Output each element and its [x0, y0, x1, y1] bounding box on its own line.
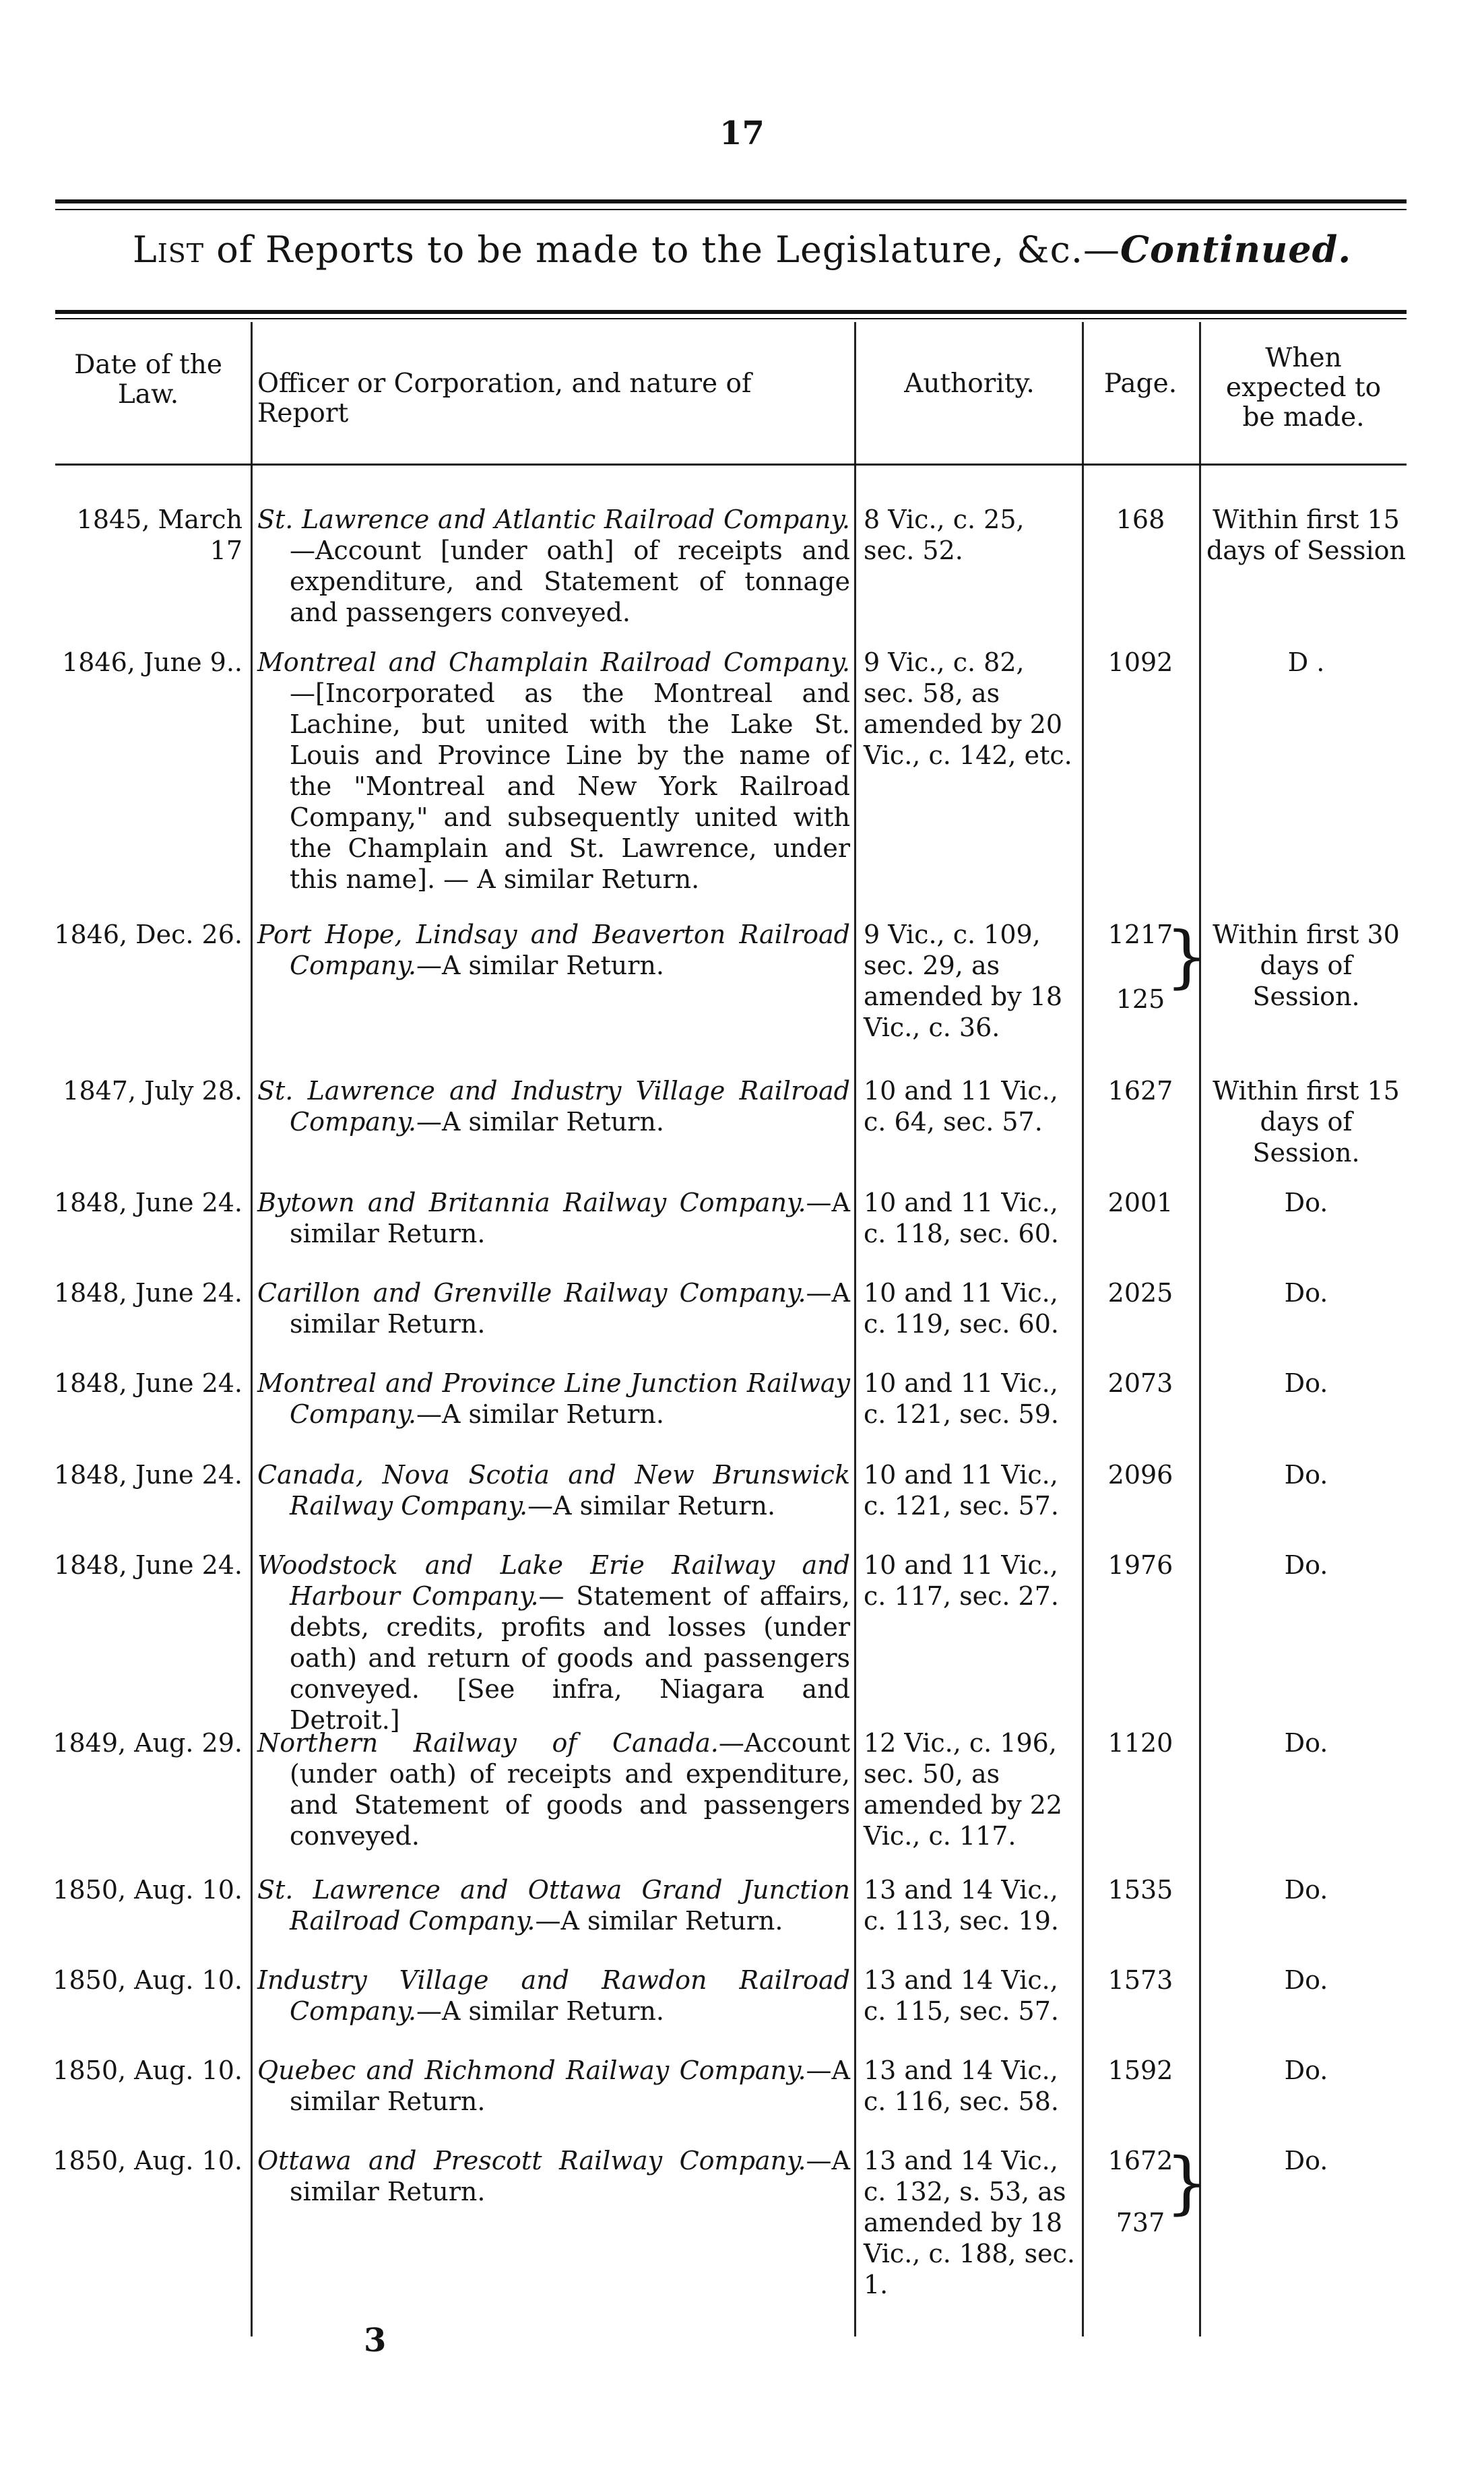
row-date: 1850, Aug. 10. — [53, 2056, 243, 2085]
row-report: —Account [under oath] of receipts and expenditure, and Statement of tonnage and passengers conveyed. — [290, 536, 850, 627]
row-report: —Account (under oath) of receipts and expenditure, and Statement of goods and passengers conveyed. — [290, 1728, 850, 1851]
row-date: 1848, June 24. — [53, 1188, 243, 1217]
row-report: —A similar Return. — [416, 1996, 664, 2026]
row-authority: 9 Vic., c. 109, sec. 29, as amended by 18 Vic., c. 36. — [864, 920, 1063, 1042]
header-when: When expected to be made. — [1225, 343, 1382, 433]
row-officer — [257, 919, 850, 981]
row-company: Montreal and Province Line Junction Railway Company. — [257, 1368, 850, 1429]
row-authority: 13 and 14 Vic., c. 113, sec. 19. — [864, 1875, 1059, 1936]
column-divider-1 — [251, 322, 253, 2336]
row-date: 1848, June 24. — [53, 1278, 243, 1308]
row-when: Do. — [1284, 1875, 1328, 1905]
row-page-second: 125 — [1116, 984, 1165, 1014]
header-officer: Officer or Corporation, and nature of Report — [257, 369, 752, 428]
row-date: 1850, Aug. 10. — [53, 1875, 243, 1905]
row-officer — [257, 647, 850, 895]
row-date: 1848, June 24. — [53, 1460, 243, 1490]
row-authority: 10 and 11 Vic., c. 119, sec. 60. — [864, 1278, 1059, 1339]
row-authority: 13 and 14 Vic., c. 132, s. 53, as amended by 18 Vic., c. 188, sec. 1. — [864, 2146, 1075, 2299]
row-report: — Statement of affairs, debts, credits, profits and losses (under oath) and return of goods and passengers conveyed. [See infra, Niagara and Detroit.] — [290, 1581, 850, 1735]
row-when: Do. — [1284, 1965, 1328, 1995]
row-page: 1627 — [1107, 1076, 1173, 1106]
row-date: 1848, June 24. — [53, 1368, 243, 1398]
row-date: 1848, June 24. — [53, 1550, 243, 1580]
row-officer — [257, 1459, 850, 1521]
row-report: —A similar Return. — [290, 2146, 850, 2206]
row-date: 1849, Aug. 29. — [53, 1728, 243, 1758]
row-officer — [257, 1874, 850, 1936]
top-rule-thin — [55, 209, 1407, 210]
row-report: —A similar Return. — [416, 951, 664, 980]
row-page: 2001 — [1107, 1188, 1173, 1217]
row-officer — [257, 1965, 850, 2027]
row-authority: 8 Vic., c. 25, sec. 52. — [864, 505, 1025, 565]
row-authority: 10 and 11 Vic., c. 64, sec. 57. — [864, 1076, 1058, 1137]
row-company: Quebec and Richmond Railway Company. — [257, 2056, 806, 2085]
page-number: 17 — [719, 115, 765, 152]
row-date: 1850, Aug. 10. — [53, 1965, 243, 1995]
row-officer — [257, 2145, 850, 2207]
row-authority: 13 and 14 Vic., c. 116, sec. 58. — [864, 2056, 1059, 2116]
row-report: —A similar Return. — [290, 2056, 850, 2116]
row-company: Industry Village and Rawdon Railroad Company. — [257, 1965, 850, 2026]
header-rule — [55, 464, 1407, 466]
row-when: Within first 15 days of Session. — [1213, 1076, 1400, 1168]
row-when: D . — [1287, 647, 1325, 677]
row-page: 168 — [1116, 505, 1165, 534]
row-authority: 10 and 11 Vic., c. 121, sec. 59. — [864, 1368, 1059, 1429]
row-report: —A similar Return. — [416, 1107, 664, 1137]
row-company: Canada, Nova Scotia and New Brunswick Railway Company. — [257, 1460, 850, 1521]
row-officer — [257, 1368, 850, 1430]
row-page: 1592 — [1107, 2056, 1173, 2085]
row-authority: 10 and 11 Vic., c. 118, sec. 60. — [864, 1188, 1059, 1248]
row-when: Do. — [1284, 1460, 1328, 1490]
row-officer — [257, 2055, 850, 2117]
row-page: 1120 — [1107, 1728, 1173, 1758]
row-when: Do. — [1284, 2146, 1328, 2175]
row-authority: 13 and 14 Vic., c. 115, sec. 57. — [864, 1965, 1059, 2026]
top-rule-thick — [55, 199, 1407, 203]
row-authority: 10 and 11 Vic., c. 117, sec. 27. — [864, 1550, 1059, 1611]
page-title — [0, 228, 1484, 271]
row-page-second: 737 — [1116, 2208, 1165, 2237]
row-page: 1672 — [1107, 2146, 1173, 2175]
row-report: —A similar Return. — [535, 1906, 783, 1936]
row-page: 1217 — [1107, 920, 1173, 949]
row-company: St. Lawrence and Ottawa Grand Junction Railroad Company. — [257, 1875, 850, 1936]
row-officer — [257, 1277, 850, 1339]
row-when: Do. — [1284, 1278, 1328, 1308]
row-date: 1846, June 9.. — [62, 647, 243, 677]
row-company: Carillon and Grenville Railway Company. — [257, 1278, 806, 1308]
row-page: 2096 — [1107, 1460, 1173, 1490]
row-date: 1845, March 17 — [76, 505, 243, 565]
header-authority: Authority. — [904, 369, 1035, 399]
column-divider-4 — [1199, 322, 1201, 2336]
row-when: Do. — [1284, 2056, 1328, 2085]
row-authority: 9 Vic., c. 82, sec. 58, as amended by 20 Vic., c. 142, etc. — [864, 647, 1072, 770]
row-date: 1847, July 28. — [63, 1076, 243, 1106]
row-officer — [257, 1187, 850, 1249]
row-company: Northern Railway of Canada. — [257, 1728, 719, 1758]
row-authority: 12 Vic., c. 196, sec. 50, as amended by 22 Vic., c. 117. — [864, 1728, 1063, 1851]
row-officer — [257, 504, 850, 628]
row-company: St. Lawrence and Atlantic Railroad Company. — [257, 505, 850, 534]
row-when: Within first 15 days of Session — [1206, 505, 1407, 565]
row-page: 1573 — [1107, 1965, 1173, 1995]
row-report: —[Incorporated as the Montreal and Lachine, but united with the Lake St. Louis and Province Line by the name of the "Montreal and New York Railroad Company," and subsequently united with the Champlain and St. Lawrence, under this name]. — A similar Return. — [290, 678, 850, 894]
row-report: —A similar Return. — [290, 1188, 850, 1248]
title-rule-thick — [55, 310, 1407, 314]
row-page: 1092 — [1107, 647, 1173, 677]
row-page: 1976 — [1107, 1550, 1173, 1580]
row-company: Bytown and Britannia Railway Company. — [257, 1188, 806, 1217]
column-divider-2 — [854, 322, 856, 2336]
row-officer — [257, 1727, 850, 1851]
row-officer — [257, 1550, 850, 1736]
row-report: —A similar Return. — [527, 1491, 776, 1521]
row-report: —A similar Return. — [290, 1278, 850, 1339]
title-first-word: List — [132, 228, 205, 271]
row-company: Woodstock and Lake Erie Railway and Harbour Company. — [257, 1550, 850, 1611]
signature-mark: 3 — [364, 2322, 387, 2359]
row-when: Do. — [1284, 1550, 1328, 1580]
header-date: Date of the Law. — [74, 350, 222, 410]
row-page: 2073 — [1107, 1368, 1173, 1398]
row-authority: 10 and 11 Vic., c. 121, sec. 57. — [864, 1460, 1059, 1521]
row-company: Montreal and Champlain Railroad Company. — [257, 647, 850, 677]
row-when: Within first 30 days of Session. — [1213, 920, 1400, 1011]
column-divider-3 — [1082, 322, 1084, 2336]
row-company: St. Lawrence and Industry Village Railroad Company. — [257, 1076, 850, 1137]
row-report: —A similar Return. — [416, 1399, 664, 1429]
row-page: 1535 — [1107, 1875, 1173, 1905]
page-brace: } — [1165, 2143, 1208, 2222]
page-brace: } — [1165, 917, 1208, 996]
title-rest: of Reports to be made to the Legislature, &c.— — [204, 228, 1121, 271]
row-officer — [257, 1075, 850, 1137]
row-company: Port Hope, Lindsay and Beaverton Railroad Company. — [257, 920, 850, 980]
row-when: Do. — [1284, 1368, 1328, 1398]
row-page: 2025 — [1107, 1278, 1173, 1308]
row-company: Ottawa and Prescott Railway Company. — [257, 2146, 806, 2175]
row-when: Do. — [1284, 1188, 1328, 1217]
title-continued: Continued. — [1120, 228, 1352, 271]
title-rule-thin — [55, 318, 1407, 319]
row-date: 1846, Dec. 26. — [54, 920, 243, 949]
row-when: Do. — [1284, 1728, 1328, 1758]
header-page: Page. — [1103, 369, 1177, 399]
row-date: 1850, Aug. 10. — [53, 2146, 243, 2175]
